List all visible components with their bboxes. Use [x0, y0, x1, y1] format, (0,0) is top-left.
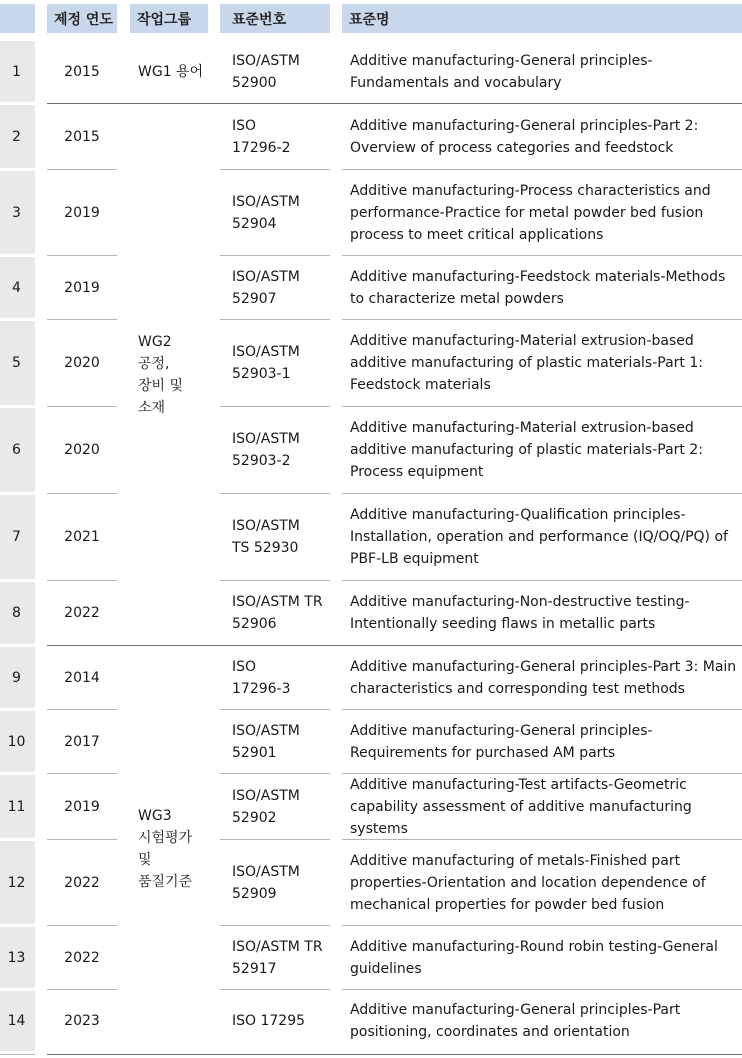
working-group-label: WG3 시험평가 및 품질기준 [138, 808, 193, 890]
row-standard-title: Additive manufacturing-Process characteristics and performance-Practice for metal powder bed fusion process to meet critical applications [350, 182, 711, 243]
row-divider [220, 406, 330, 407]
row-divider [220, 319, 330, 320]
row-year: 2019 [64, 204, 100, 221]
row-number [0, 927, 35, 988]
row-number-text: 1 [12, 63, 21, 80]
row-standard-code: ISO/ASTM TR 52917 [232, 938, 323, 977]
row-year: 2023 [64, 1013, 100, 1029]
row-standard-title: Additive manufacturing-General principles-Part positioning, coordinates and orientation [350, 1002, 681, 1040]
row-number [0, 41, 35, 102]
working-group-label: WG1 용어 [138, 63, 204, 80]
row-number-text: 3 [12, 204, 21, 221]
row-standard-title: Additive manufacturing-General principles-Part 2: Overview of process categories and feedstock [350, 117, 699, 156]
row-divider [220, 169, 330, 170]
row-number [0, 321, 35, 405]
row-divider [220, 925, 330, 926]
row-year: 2015 [64, 128, 100, 145]
row-divider [220, 709, 330, 710]
row-divider [47, 989, 117, 990]
header-title: 표준명 [342, 4, 742, 33]
row-standard-code: ISO 17296-3 [232, 658, 291, 697]
row-year: 2021 [64, 529, 100, 545]
row-year: 2019 [64, 798, 100, 815]
row-standard-code: ISO/ASTM 52907 [232, 268, 300, 307]
row-divider [342, 989, 742, 990]
row-divider [47, 103, 742, 104]
row-divider [47, 925, 117, 926]
row-standard-title: Additive manufacturing-Non-destructive testing-Intentionally seeding flaws in metallic parts [350, 594, 690, 632]
row-number-text: 12 [7, 874, 26, 891]
row-standard-code: ISO/ASTM 52901 [232, 722, 300, 761]
row-number [0, 841, 35, 924]
row-number-text: 9 [12, 669, 21, 686]
row-standard-title: Additive manufacturing of metals-Finished part properties-Orientation and location dependence of mechanical properties for powder bed fusion [350, 852, 706, 913]
row-divider [342, 925, 742, 926]
row-divider [220, 839, 330, 840]
row-number-text: 4 [12, 279, 21, 296]
row-divider [220, 580, 330, 581]
row-standard-title: Additive manufacturing-Material extrusion-based additive manufacturing of plastic materials-Part 2: Process equipment [350, 420, 703, 480]
row-number [0, 171, 35, 254]
header-year: 제정 연도 [47, 4, 117, 33]
row-standard-code: ISO/ASTM TR 52906 [232, 594, 323, 632]
row-year: 2020 [64, 442, 100, 458]
row-standard-code: ISO 17295 [232, 1013, 306, 1029]
row-number [0, 991, 35, 1051]
row-standard-code: ISO/ASTM 52904 [232, 193, 300, 232]
row-divider [47, 645, 742, 646]
row-divider [342, 169, 742, 170]
row-number-text: 5 [12, 355, 21, 371]
row-standard-code: ISO/ASTM 52902 [232, 787, 300, 826]
row-number [0, 257, 35, 318]
row-number-text: 14 [7, 1013, 26, 1029]
row-divider [47, 1054, 742, 1055]
row-standard-title: Additive manufacturing-General principles-Requirements for purchased AM parts [350, 722, 653, 761]
row-divider [342, 709, 742, 710]
row-divider [220, 255, 330, 256]
row-number-text: 7 [12, 529, 21, 545]
row-standard-code: ISO/ASTM 52909 [232, 863, 300, 902]
row-divider [220, 773, 330, 774]
row-divider [47, 169, 117, 170]
row-year: 2020 [64, 355, 100, 371]
row-divider [47, 709, 117, 710]
row-number [0, 495, 35, 579]
row-divider [220, 989, 330, 990]
row-standard-title: Additive manufacturing-General principles-Part 3: Main characteristics and corresponding test methods [350, 658, 737, 697]
row-divider [47, 255, 117, 256]
row-divider [47, 773, 117, 774]
row-standard-code: ISO/ASTM 52903-2 [232, 431, 300, 469]
row-divider [342, 255, 742, 256]
row-year: 2019 [64, 279, 100, 296]
row-divider [47, 580, 117, 581]
row-standard-code: ISO 17296-2 [232, 117, 291, 156]
header-blank [0, 4, 35, 33]
row-year: 2017 [64, 733, 100, 750]
row-divider [342, 406, 742, 407]
row-standard-title: Additive manufacturing-Material extrusion-based additive manufacturing of plastic materials-Part 1: Feedstock materials [350, 333, 703, 393]
row-divider [47, 493, 117, 494]
row-standard-title: Additive manufacturing-Feedstock materials-Methods to characterize metal powders [350, 268, 726, 307]
row-year: 2022 [64, 874, 100, 891]
row-standard-code: ISO/ASTM 52900 [232, 52, 300, 91]
row-standard-title: Additive manufacturing-Qualification principles-Installation, operation and performance (IQ/OQ/PQ) of PBF-LB equipment [350, 507, 728, 567]
row-number [0, 582, 35, 644]
row-divider [47, 319, 117, 320]
row-number-text: 10 [7, 733, 26, 750]
row-standard-title: Additive manufacturing-General principles-Fundamentals and vocabulary [350, 52, 653, 91]
row-number-text: 6 [12, 442, 21, 458]
row-year: 2014 [64, 669, 100, 686]
row-standard-code: ISO/ASTM TS 52930 [232, 518, 300, 556]
row-divider [342, 773, 742, 774]
row-year: 2015 [64, 63, 100, 80]
row-year: 2022 [64, 949, 100, 966]
row-divider [342, 839, 742, 840]
row-year: 2022 [64, 605, 100, 621]
row-divider [220, 493, 330, 494]
row-number-text: 11 [7, 798, 26, 815]
row-divider [342, 493, 742, 494]
header-group: 작업그룹 [130, 4, 208, 33]
row-number [0, 105, 35, 168]
row-divider [47, 406, 117, 407]
row-number [0, 711, 35, 772]
row-number [0, 775, 35, 838]
row-divider [47, 839, 117, 840]
row-standard-code: ISO/ASTM 52903-1 [232, 344, 300, 382]
row-number-text: 8 [12, 605, 21, 621]
row-number-text: 2 [12, 128, 21, 145]
working-group-label: WG2 공정, 장비 및 소재 [138, 333, 184, 416]
row-divider [342, 319, 742, 320]
row-number-text: 13 [7, 949, 26, 966]
row-divider [0, 1054, 35, 1055]
row-number [0, 408, 35, 492]
row-divider [342, 580, 742, 581]
row-number [0, 647, 35, 708]
row-standard-title: Additive manufacturing-Test artifacts-Geometric capability assessment of additive manufacturing systems [350, 776, 692, 837]
row-standard-title: Additive manufacturing-Round robin testing-General guidelines [350, 938, 718, 977]
header-code: 표준번호 [220, 4, 330, 33]
